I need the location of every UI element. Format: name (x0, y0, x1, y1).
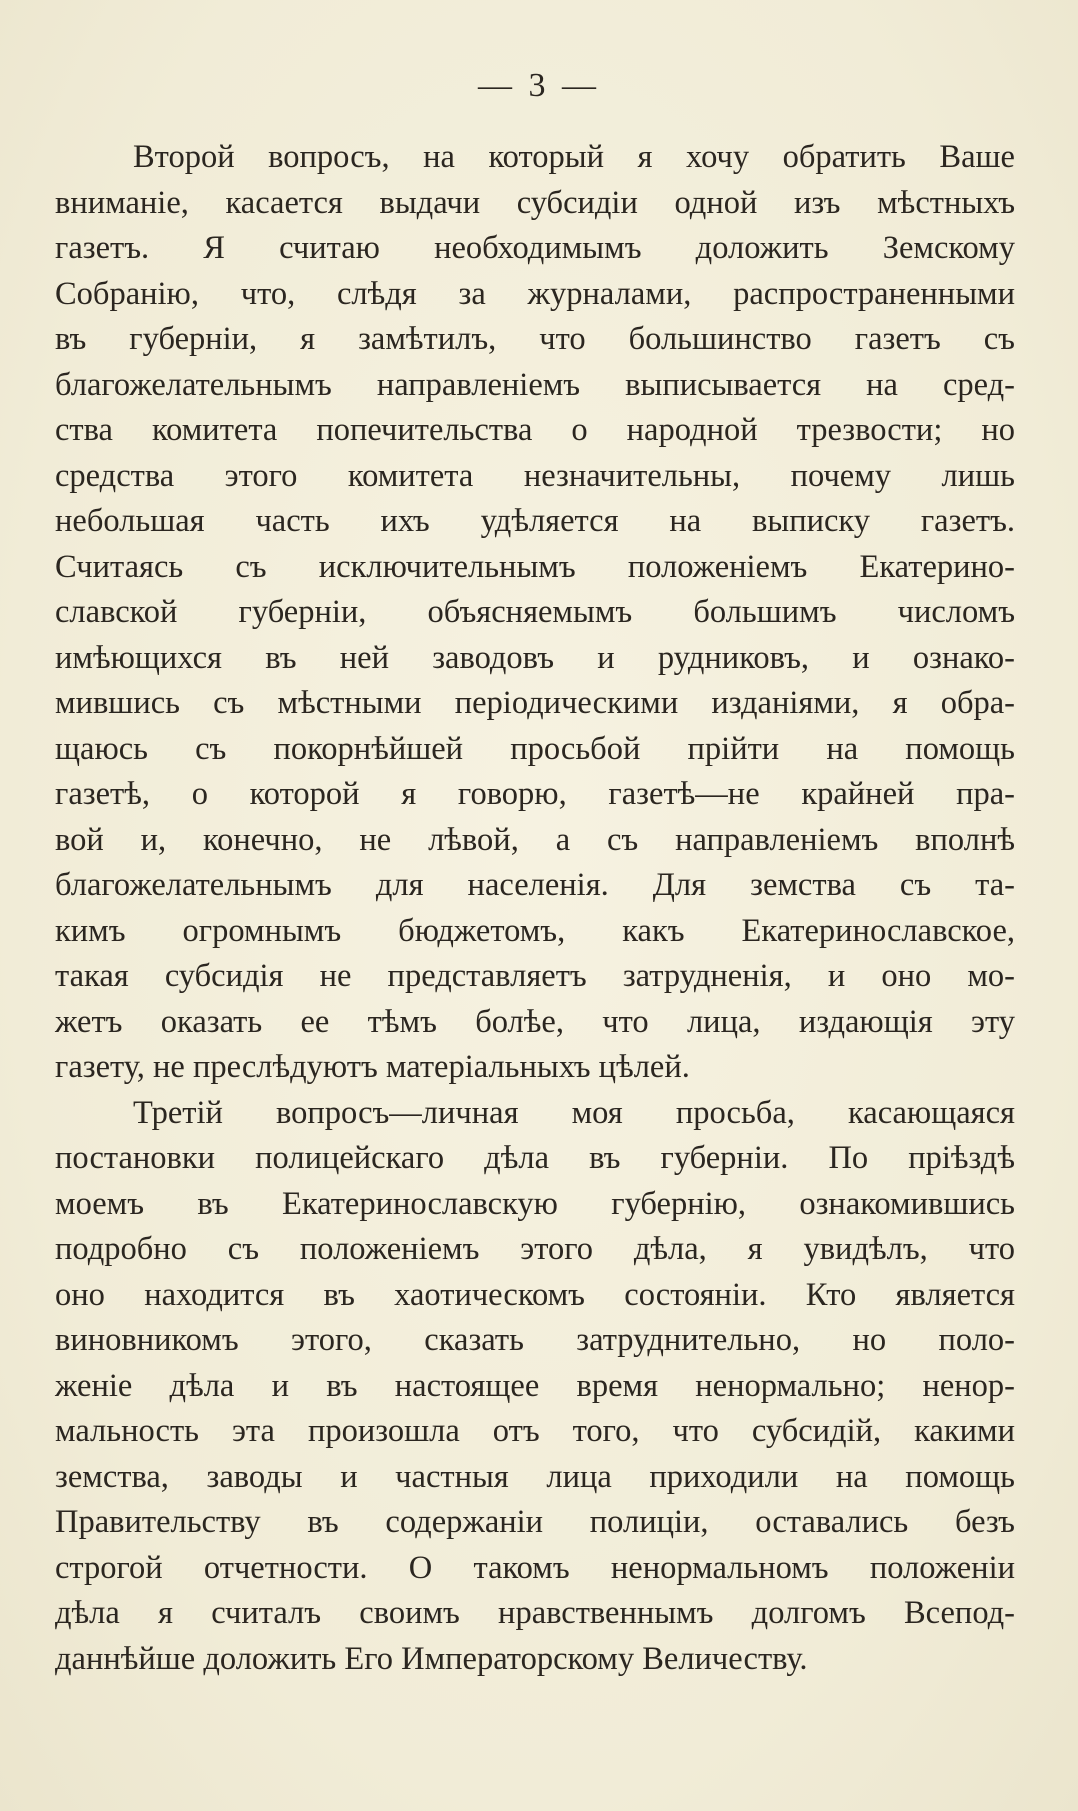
text-line: газету, не преслѣдуютъ матеріальныхъ цѣлей. (55, 1049, 690, 1085)
text-line: славской губерніи, объясняемымъ большимъ числомъ (55, 594, 1015, 630)
text-line: небольшая часть ихъ удѣляется на выписку газетъ. (55, 503, 1015, 539)
text-line: щаюсь съ покорнѣйшей просьбой прійти на помощь (55, 730, 1015, 767)
text-line: мившись съ мѣстными періодическими изданіями, я обра- (55, 685, 1015, 721)
text-line: Собранію, что, слѣдя за журналами, распространенными (55, 275, 1015, 312)
text-line: Второй вопросъ, на который я хочу обратить Ваше (133, 139, 1015, 175)
text-line: Считаясь съ исключительнымъ положеніемъ Екатерино- (55, 548, 1015, 585)
text-line: Правительству въ содержаніи полиціи, оставались безъ (55, 1504, 1015, 1540)
text-line: газетъ. Я считаю необходимымъ доложить Земскому (55, 230, 1015, 266)
text-line: постановки полицейскаго дѣла въ губерніи. По пріѣздѣ (55, 1140, 1015, 1176)
text-line: такая субсидія не представляетъ затрудненія, и оно мо- (55, 958, 1015, 994)
text-line: въ губерніи, я замѣтилъ, что большинство газетъ съ (55, 321, 1015, 357)
text-line: жетъ оказать ее тѣмъ болѣе, что лица, издающія эту (55, 1003, 1015, 1040)
text-line: вой и, конечно, не лѣвой, а съ направленіемъ вполнѣ (55, 821, 1015, 858)
paragraph-1 (55, 135, 1015, 1091)
text-line: земства, заводы и частныя лица приходили на помощь (55, 1458, 1015, 1495)
text-line: мальность эта произошла отъ того, что субсидій, какими (55, 1413, 1015, 1449)
text-line: женіе дѣла и въ настоящее время ненормально; ненор- (55, 1367, 1015, 1404)
text-line: вниманіе, касается выдачи субсидіи одной изъ мѣстныхъ (55, 184, 1015, 221)
text-line: благожелательнымъ направленіемъ выписывается на сред- (55, 366, 1015, 403)
text-line: имѣющихся въ ней заводовъ и рудниковъ, и ознако- (55, 639, 1015, 676)
text-line: строгой отчетности. О такомъ ненормальномъ положеніи (55, 1549, 1015, 1586)
text-line: моемъ въ Екатеринославскую губернію, ознакомившись (55, 1185, 1015, 1222)
text-line: оно находится въ хаотическомъ состояніи. Кто является (55, 1276, 1015, 1313)
text-line: даннѣйше доложить Его Императорскому Величеству. (55, 1640, 808, 1677)
text-line: Третій вопросъ—личная моя просьба, касающаяся (133, 1094, 1015, 1131)
text-line: ства комитета попечительства о народной трезвости; но (55, 412, 1015, 448)
text-line: газетѣ, о которой я говорю, газетѣ—не крайней пра- (55, 776, 1015, 812)
text-line: средства этого комитета незначительны, почему лишь (55, 457, 1015, 494)
text-line: дѣла я считалъ своимъ нравственнымъ долгомъ Всепод- (55, 1595, 1015, 1631)
text-line: благожелательнымъ для населенія. Для земства съ та- (55, 867, 1015, 903)
paragraph-2 (55, 1091, 1015, 1683)
page-number: — 3 — (478, 67, 600, 104)
text-line: подробно съ положеніемъ этого дѣла, я увидѣлъ, что (55, 1231, 1015, 1267)
text-line: виновникомъ этого, сказать затруднительно, но поло- (55, 1322, 1015, 1358)
body-text (55, 135, 1015, 1682)
text-line: кимъ огромнымъ бюджетомъ, какъ Екатеринославское, (55, 912, 1015, 949)
